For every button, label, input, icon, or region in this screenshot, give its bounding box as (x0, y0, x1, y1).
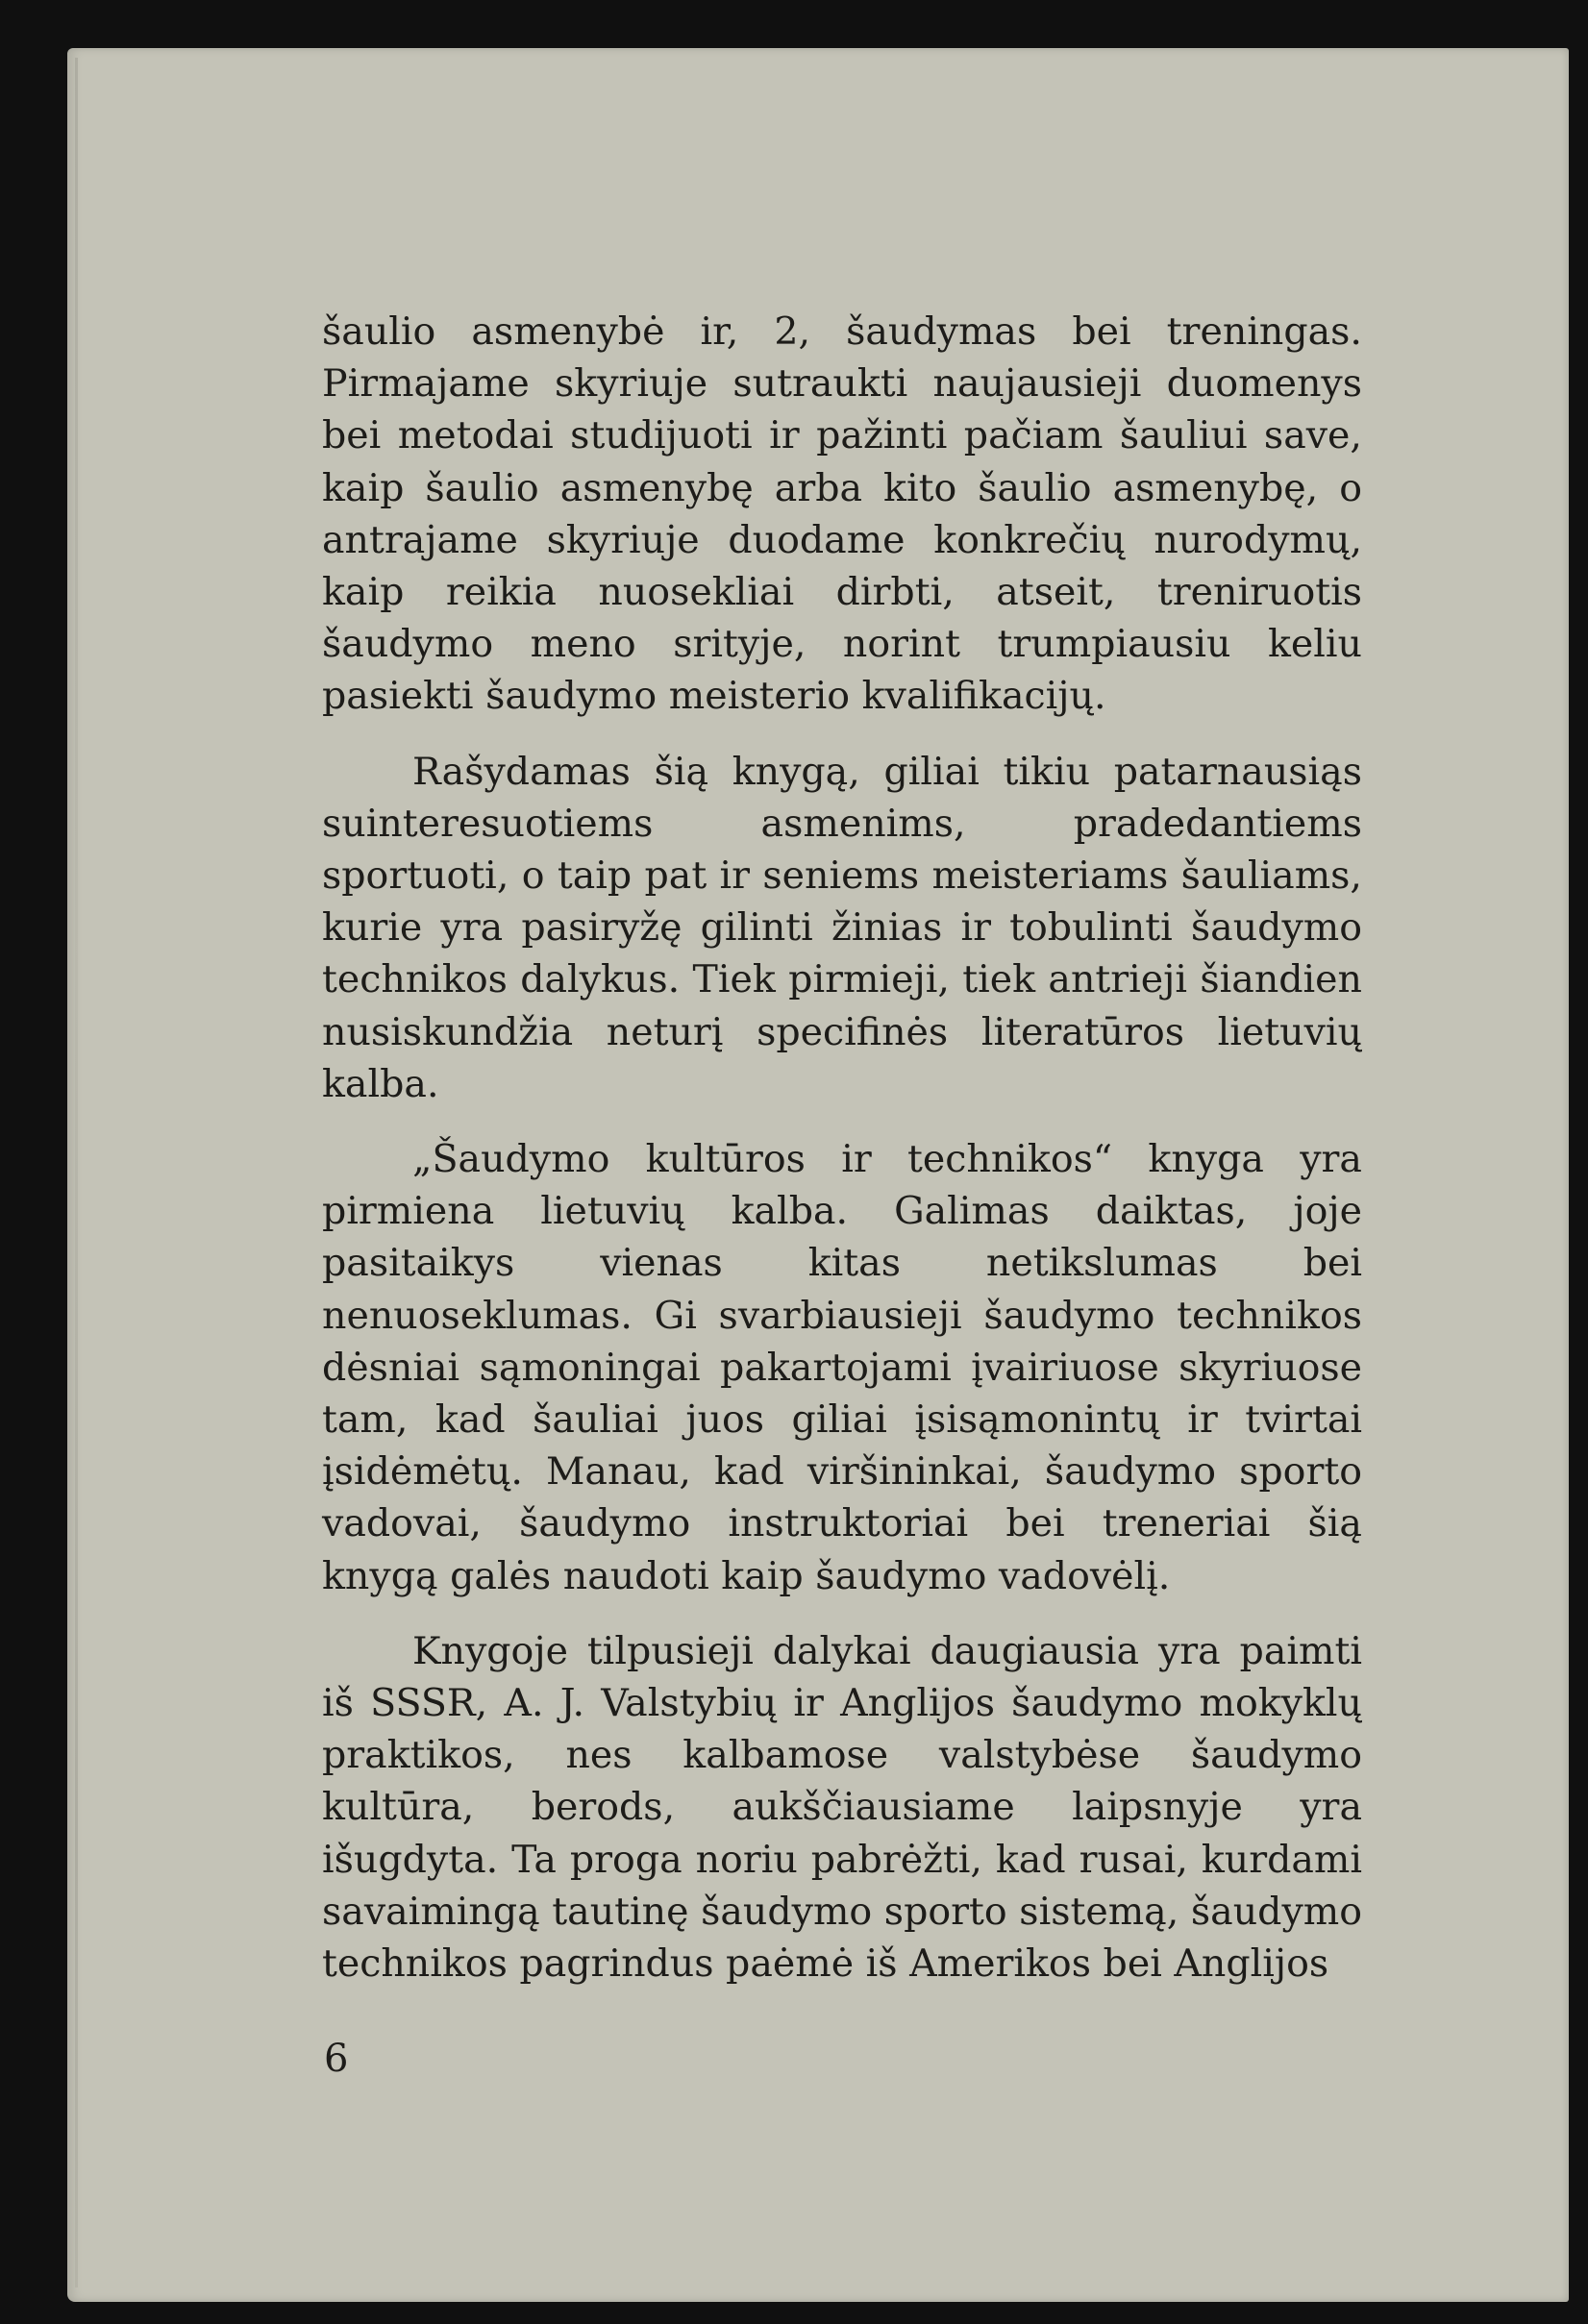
page-number: 6 (324, 2037, 349, 2081)
paragraph-2: Rašydamas šią knygą, giliai tikiu patarnausiąs suinteresuotiems asmenims, pradedantiems sportuoti, o taip pat ir seniems meisteriams šauliams, kurie yra pasiryžę gilinti žinias ir tobulinti šaudymo technikos dalykus. Tiek pirmieji, tiek antrieji šiandien nusiskundžia neturį specifinės literatūros lietuvių kalba. (322, 749, 1362, 1106)
body-text (322, 306, 1362, 1990)
paragraph-4: Knygoje tilpusieji dalykai daugiausia yra paimti iš SSSR, A. J. Valstybių ir Anglijos šaudymo mokyklų praktikos, nes kalbamose valstybėse šaudymo kultūra, berods, aukščiausiame laipsnyje yra išugdyta. Ta proga noriu pabrėžti, kad rusai, kurdami savaimingą tautinę šaudymo sporto sistemą, šaudymo technikos pagrindus paėmė iš Amerikos bei Anglijos (322, 1628, 1362, 1987)
paragraph-1: šaulio asmenybė ir, 2, šaudymas bei treningas. Pirmajame skyriuje sutraukti naujausieji duomenys bei metodai studijuoti ir pažinti pačiam šauliui save, kaip šaulio asmenybę arba kito šaulio asmenybę, o antrajame skyriuje duodame konkrečių nurodymų, kaip reikia nuosekliai dirbti, atseit, treniruotis šaudymo meno srityje, norint trumpiausiu keliu pasiekti šaudymo meisterio kvalifikacijų. (322, 309, 1362, 719)
paragraph-3: „Šaudymo kultūros ir technikos“ knyga yra pirmiena lietuvių kalba. Galimas daiktas, joje pasitaikys vienas kitas netikslumas bei nenuoseklumas. Gi svarbiausieji šaudymo technikos dėsniai sąmoningai pakartojami įvairiuose skyriuose tam, kad šauliai juos giliai įsisąmonintų ir tvirtai įsidėmėtų. Manau, kad viršininkai, šaudymo sporto vadovai, šaudymo instruktoriai bei treneriai šią knygą galės naudoti kaip šaudymo vadovėlį. (322, 1137, 1362, 1598)
page-edge-shadow (75, 58, 78, 2287)
